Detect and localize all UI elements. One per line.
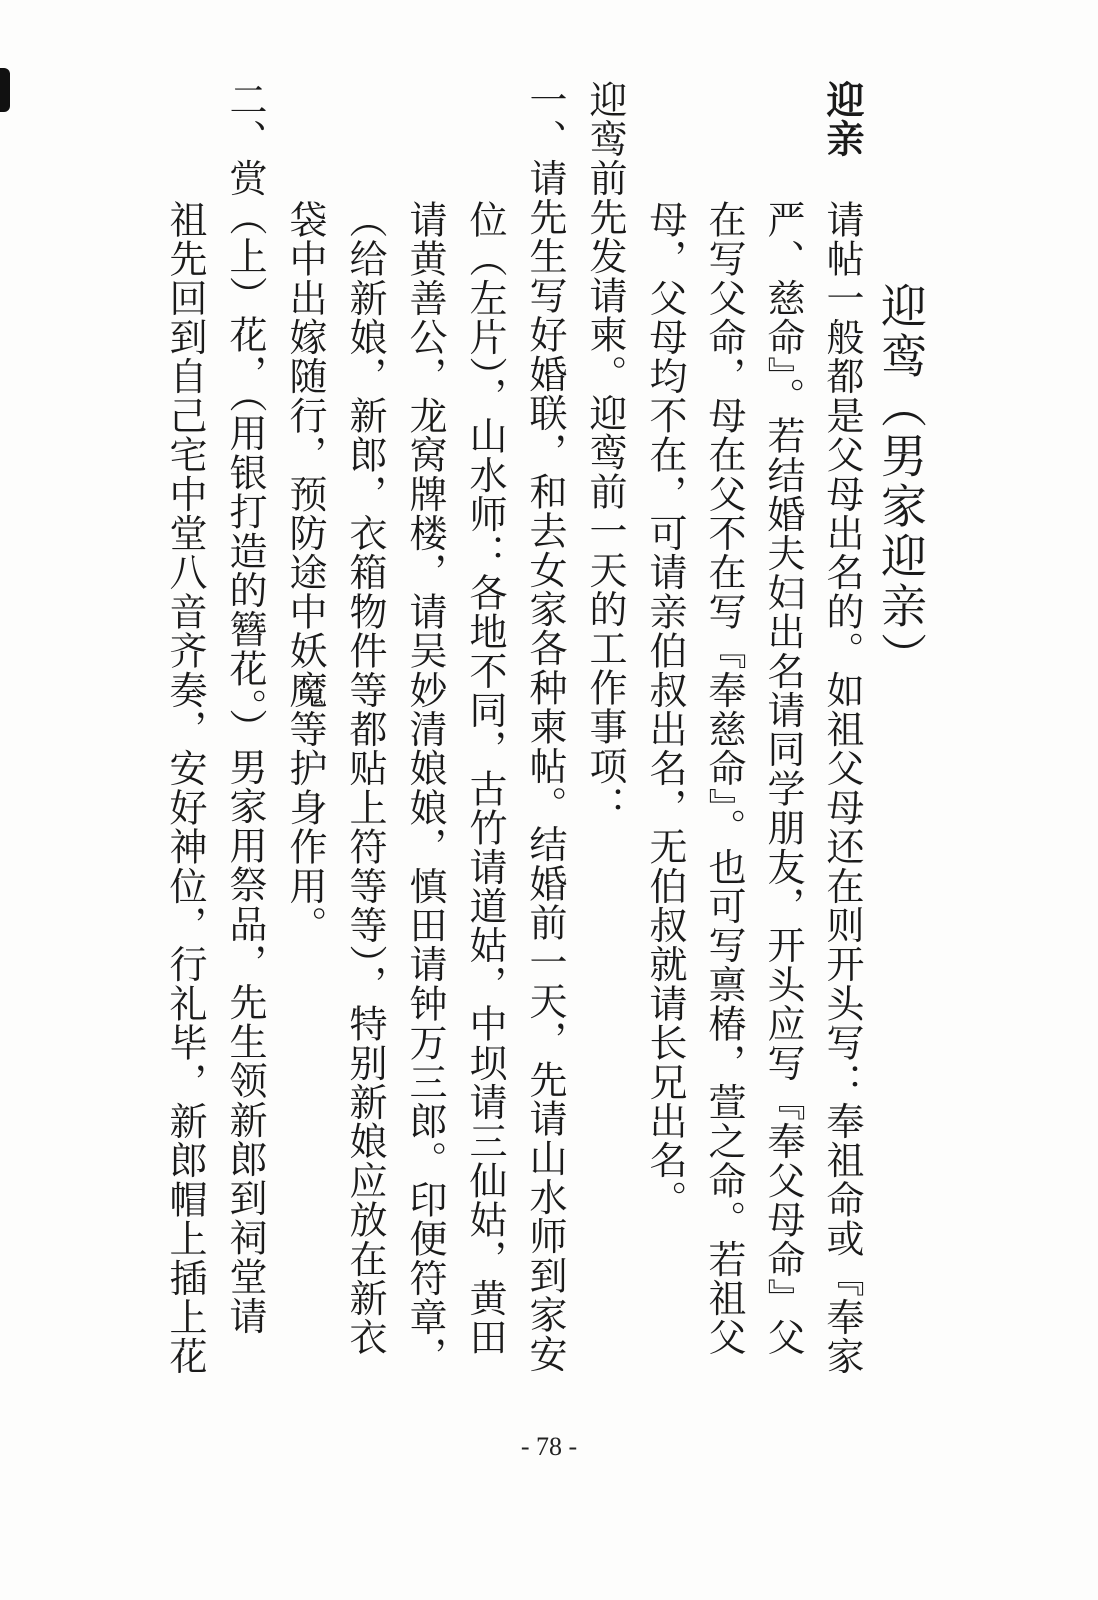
text-column-10: 袋中出嫁随行，预防途中妖魔等护身作用。 — [283, 200, 327, 945]
text-column-3: 在写父命，母在父不在写『奉慈命』。也可写禀椿，萱之命。若祖父 — [702, 200, 746, 1357]
text-column-12: 祖先回到自己宅中堂八音齐奏，安好神位，行礼毕，新郎帽上插上花 — [163, 200, 207, 1376]
text-column-1: 请帖一般都是父母出名的。如祖父母还在则开头写：奉祖命或『奉家 — [820, 200, 864, 1376]
text-column-9: （给新娘，新郎，衣箱物件等都贴上符等等），特别新娘应放在新衣 — [343, 200, 387, 1357]
text-column-2: 严、慈命』。若结婚夫妇出名请同学朋友，开头应写『奉父母命』父 — [761, 200, 805, 1357]
text-column-8: 请黄善公，龙窝牌楼，请吴妙清娘娘，慎田请钟万三郎。印便符章， — [403, 200, 447, 1376]
page-title: 迎鸾（男家迎亲） — [874, 282, 928, 682]
text-column-7: 位（左片），山水师：各地不同，古竹请道姑，中坝请三仙姑，黄田 — [463, 200, 507, 1357]
text-column-5: 迎鸾前先发请柬。迎鸾前一天的工作事项： — [583, 80, 627, 825]
scan-edge-mark — [0, 68, 10, 112]
text-column-4: 母，父母均不在，可请亲伯叔出名，无伯叔就请长兄出名。 — [643, 200, 687, 1220]
section-label: 迎亲 — [820, 80, 864, 159]
page-number: - 78 - — [520, 1432, 578, 1461]
text-column-11: 二、赏（上）花，（用银打造的簪花。）男家用祭品，先生领新郎到祠堂请 — [223, 80, 267, 1336]
text-column-6: 一、请先生写好婚联，和去女家各种柬帖。结婚前一天，先请山水师到家安 — [523, 80, 567, 1374]
